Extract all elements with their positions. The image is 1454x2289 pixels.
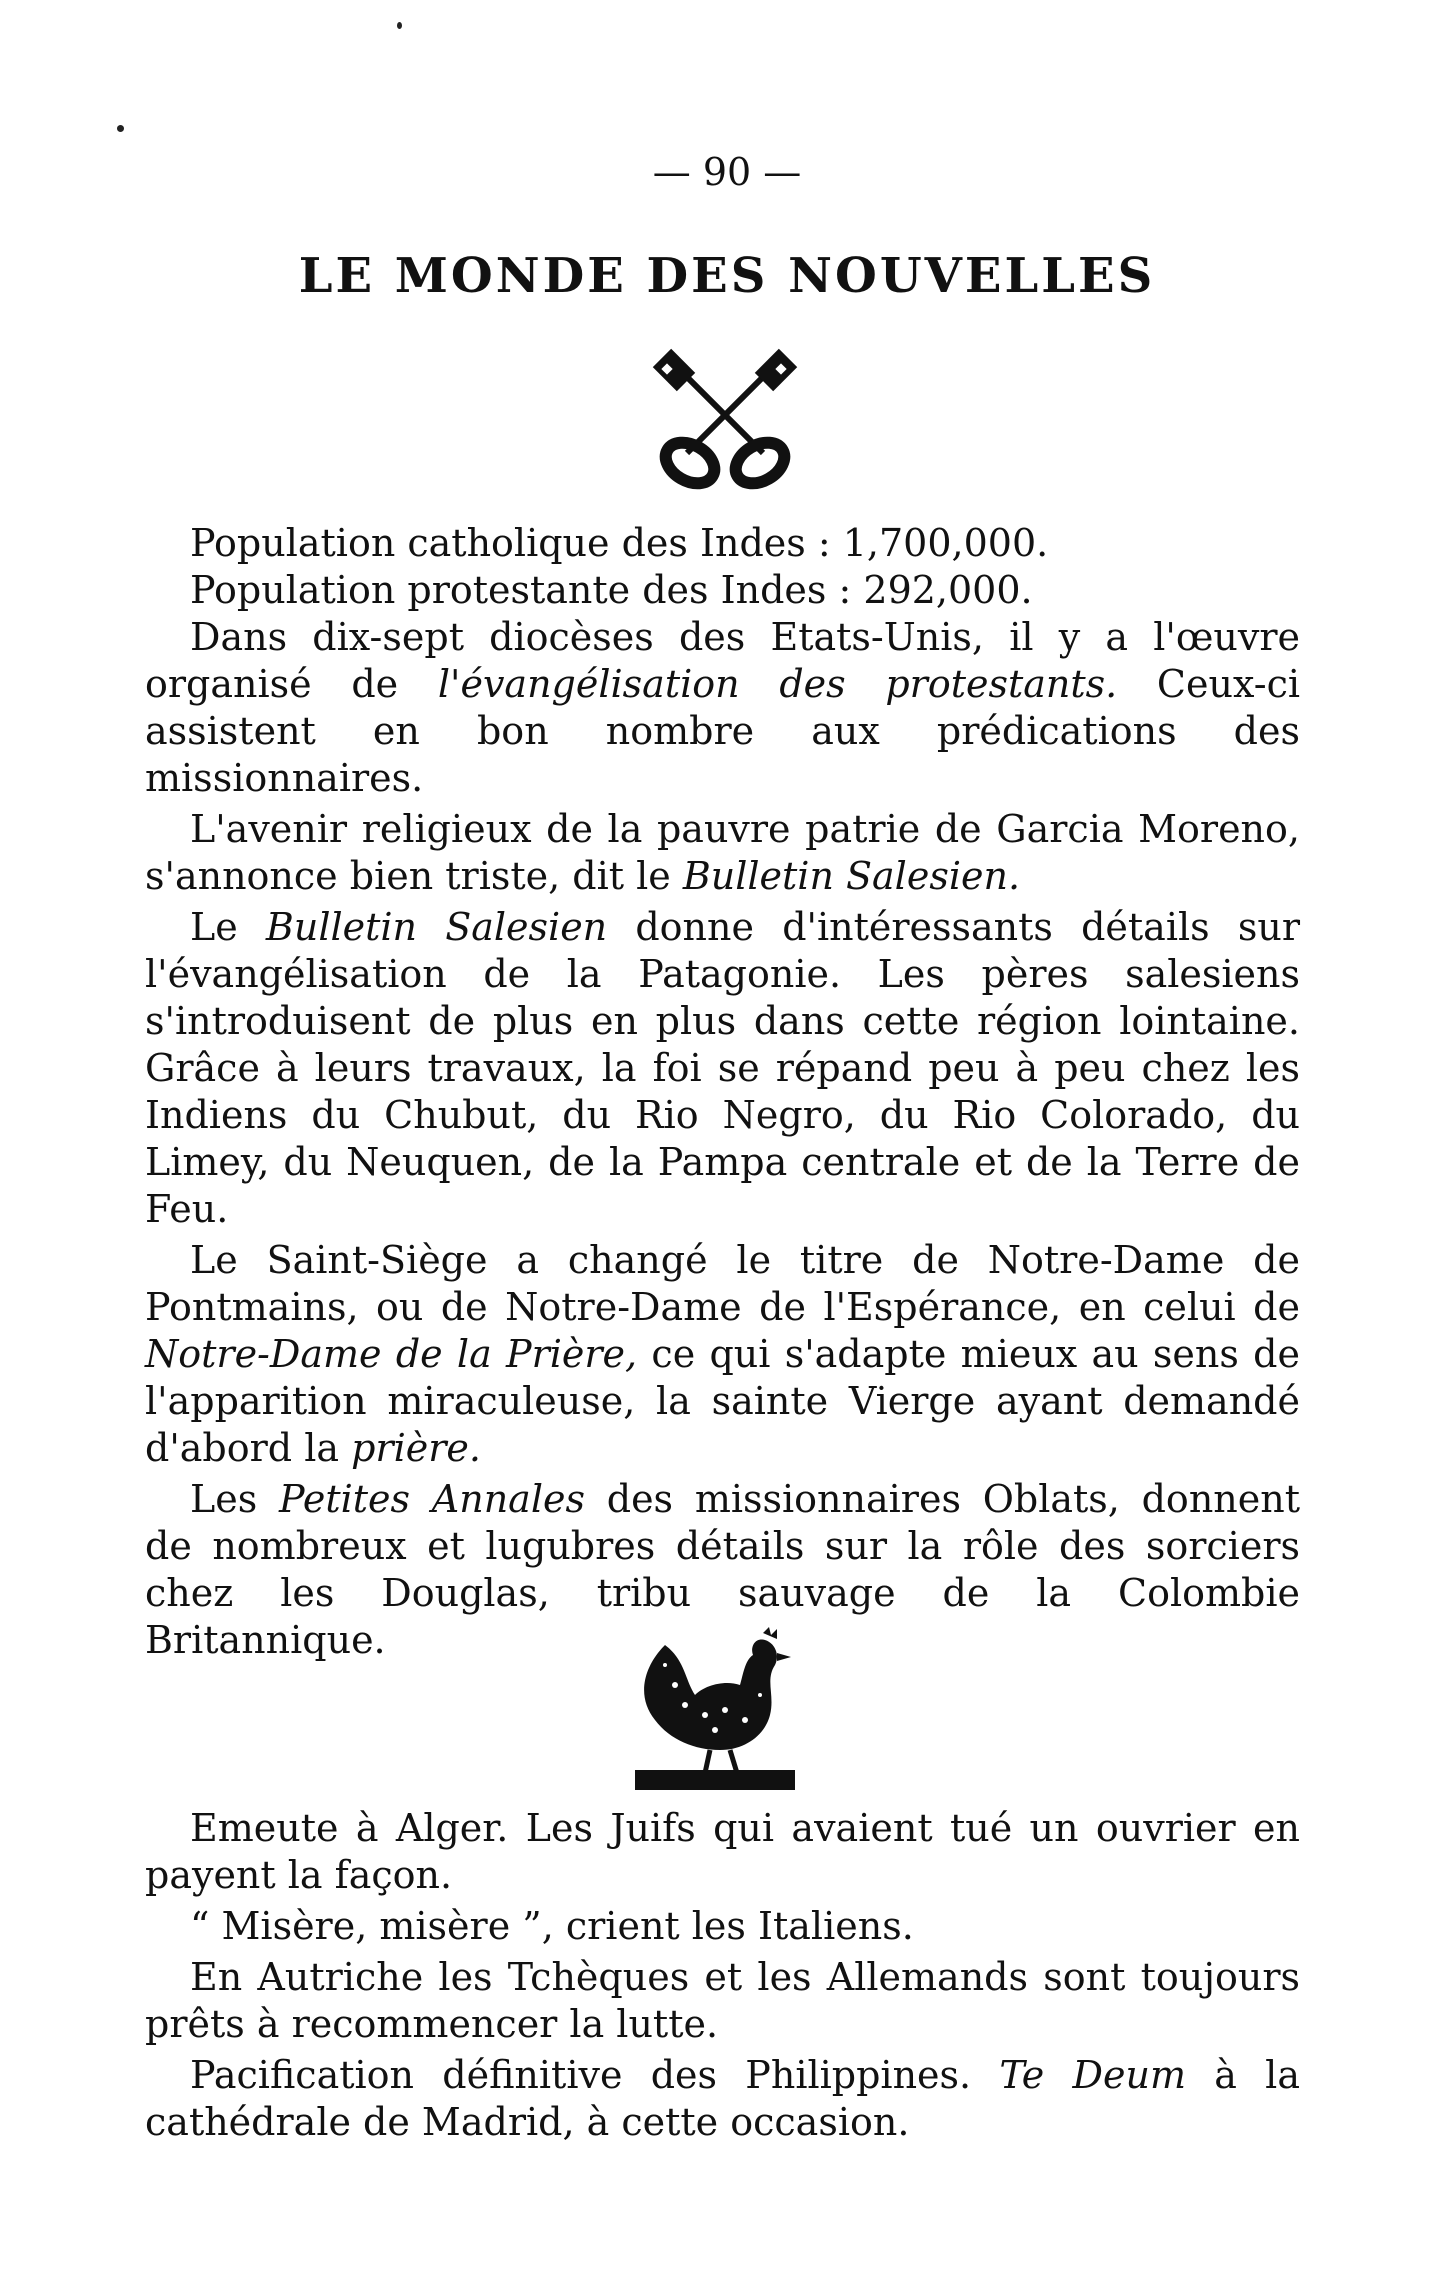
news-section-2: [145, 1805, 1300, 2150]
crossed-keys-icon: [645, 335, 805, 495]
paragraph: Population protestante des Indes : 292,000.: [190, 568, 1033, 612]
paragraph: Dans dix-sept diocèses des Etats-Unis, il y a l'œuvre organisé de l'évangélisation des protestants. Ceux-ci assistent en bon nombre aux prédications des missionnaires.: [145, 615, 1300, 800]
paragraph: “ Misère, misère ”, crient les Italiens.: [190, 1904, 914, 1948]
paragraph: Population catholique des Indes : 1,700,000.: [190, 521, 1049, 565]
ink-speck: [117, 125, 124, 132]
news-section-1: [145, 520, 1300, 1668]
paragraph: L'avenir religieux de la pauvre patrie de Garcia Moreno, s'annonce bien triste, dit le Bulletin Salesien.: [145, 807, 1300, 898]
paragraph: Le Saint-Siège a changé le titre de Notre-Dame de Pontmains, ou de Notre-Dame de l'Espérance, en celui de Notre-Dame de la Prière, ce qui s'adapte mieux au sens de l'apparition miraculeuse, la sainte Vierge ayant demandé d'abord la prière.: [145, 1238, 1300, 1470]
page-number: — 90 —: [652, 150, 802, 194]
ink-speck: [397, 22, 402, 29]
paragraph: Les Petites Annales des missionnaires Oblats, donnent de nombreux et lugubres détails sur la rôle des sorciers chez les Douglas, tribu sauvage de la Colombie Britannique.: [145, 1477, 1300, 1662]
paragraph: Le Bulletin Salesien donne d'intéressants détails sur l'évangélisation de la Patagonie. Les pères salesiens s'introduisent de plus en plus dans cette région lointaine. Grâce à leurs travaux, la foi se répand peu à peu chez les Indiens du Chubut, du Rio Negro, du Rio Colorado, du Limey, du Neuquen, de la Pampa centrale et de la Terre de Feu.: [145, 905, 1300, 1231]
paragraph: Emeute à Alger. Les Juifs qui avaient tué un ouvrier en payent la façon.: [145, 1806, 1300, 1897]
rooster-icon: [625, 1625, 805, 1800]
paragraph: En Autriche les Tchèques et les Allemands sont toujours prêts à recommencer la lutte.: [145, 1955, 1300, 2046]
page-title: LE MONDE DES NOUVELLES: [298, 248, 1156, 304]
paragraph: Pacification définitive des Philippines. Te Deum à la cathédrale de Madrid, à cette occasion.: [145, 2053, 1300, 2144]
